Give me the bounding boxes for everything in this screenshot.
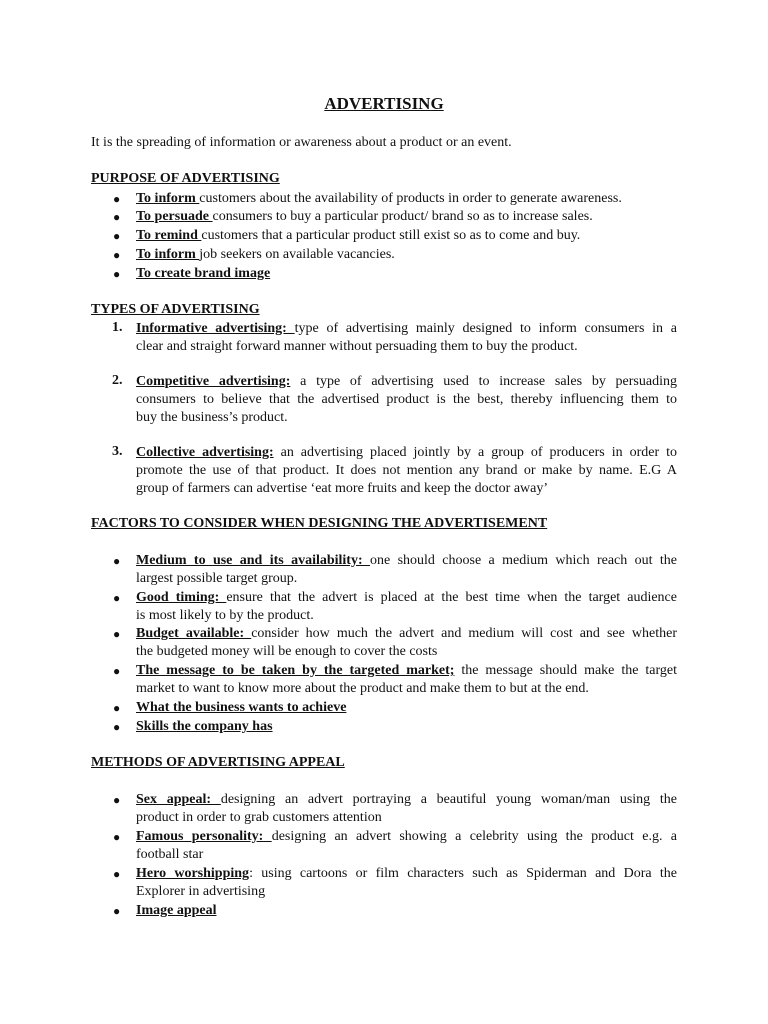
appeal-item-line (136, 902, 677, 921)
factor-item-line: market to want to know more about the product and make them to but at the end. (136, 681, 589, 696)
bullet-glyph: ● (113, 554, 121, 568)
appeal-text: designing an advert portraying a beautiful young woman/man using the (220, 792, 677, 807)
bullet-glyph: ● (113, 210, 121, 224)
factor-term: The message to be taken by the targeted market; (136, 663, 455, 678)
factor-text: ensure that the advert is placed at the best time when the target audience (226, 590, 677, 605)
section-heading-purpose: PURPOSE OF ADVERTISING (91, 171, 280, 186)
factor-item-line: is most likely to by the product. (136, 608, 314, 623)
factor-item-line: largest possible target group. (136, 571, 298, 586)
intro-paragraph: It is the spreading of information or awareness about a product or an event. (91, 135, 512, 150)
appeal-item-line (136, 791, 677, 810)
type-item-line (136, 373, 677, 392)
appeal-item-line: Explorer in advertising (136, 884, 266, 899)
factor-item-line (136, 589, 677, 608)
purpose-item (136, 208, 677, 227)
purpose-text: job seekers on available vacancies. (199, 247, 395, 262)
type-text: a type of advertising used to increase sales by persuading (290, 374, 677, 389)
purpose-item (136, 246, 677, 265)
type-text: type of advertising mainly designed to inform consumers in a (294, 321, 678, 336)
factor-item-line (136, 662, 677, 681)
appeal-item-line (136, 828, 677, 847)
bullet-glyph: ● (113, 867, 121, 881)
bullet-glyph: ● (113, 192, 121, 206)
type-term: Informative advertising: (136, 321, 295, 336)
factor-item-line (136, 718, 677, 737)
purpose-term: To inform (136, 191, 200, 206)
type-term: Competitive advertising: (136, 374, 291, 389)
type-item-line (136, 320, 677, 339)
list-number: 1. (112, 320, 123, 335)
appeal-term: Sex appeal: (136, 792, 221, 807)
bullet-glyph: ● (113, 248, 121, 262)
factor-text: the message should make the target (454, 663, 678, 678)
bullet-glyph: ● (113, 793, 121, 807)
factor-item-line (136, 699, 677, 718)
appeal-item-line: football star (136, 847, 204, 862)
appeal-item-line (136, 865, 677, 884)
bullet-glyph: ● (113, 229, 121, 243)
appeal-text: : using cartoons or film characters such as Spiderman and Dora the (249, 866, 677, 881)
bullet-glyph: ● (113, 591, 121, 605)
factor-term: Skills the company has (136, 719, 273, 734)
appeal-term: Famous personality: (136, 829, 272, 844)
section-heading-types: TYPES OF ADVERTISING (91, 302, 260, 317)
document-title: ADVERTISING (324, 94, 444, 113)
purpose-text: consumers to buy a particular product/ brand so as to increase sales. (212, 209, 593, 224)
factor-item-line (136, 625, 677, 644)
bullet-glyph: ● (113, 267, 121, 281)
appeal-text: designing an advert showing a celebrity using the product e.g. a (271, 829, 678, 844)
section-heading-factors: FACTORS TO CONSIDER WHEN DESIGNING THE ADVERTISEMENT (91, 516, 548, 531)
type-item-line (136, 444, 677, 463)
purpose-item (136, 265, 677, 284)
purpose-item (136, 227, 677, 246)
purpose-term: To create brand image (136, 266, 271, 281)
type-term: Collective advertising: (136, 445, 274, 460)
factor-item-line: the budgeted money will be enough to cover the costs (136, 644, 438, 659)
type-item-line: clear and straight forward manner without persuading them to buy the product. (136, 339, 578, 354)
bullet-glyph: ● (113, 627, 121, 641)
type-item-line: buy the business’s product. (136, 410, 288, 425)
purpose-item (136, 190, 677, 209)
type-item-line: consumers to believe that the advertised product is the best, thereby influencing them to (136, 392, 677, 407)
appeal-term: Image appeal (136, 903, 217, 918)
purpose-term: To inform (136, 247, 200, 262)
factor-item-line (136, 552, 677, 571)
list-number: 3. (112, 444, 123, 459)
factor-term: What the business wants to achieve (136, 700, 347, 715)
appeal-term: Hero worshipping (136, 866, 250, 881)
bullet-glyph: ● (113, 720, 121, 734)
purpose-term: To remind (136, 228, 202, 243)
purpose-text: customers that a particular product still exist so as to come and buy. (201, 228, 581, 243)
type-item-line: group of farmers can advertise ‘eat more fruits and keep the doctor away’ (136, 481, 549, 496)
type-item-line: promote the use of that product. It does not mention any brand or make by name. E.G A (136, 463, 677, 478)
bullet-glyph: ● (113, 701, 121, 715)
bullet-glyph: ● (113, 830, 121, 844)
purpose-term: To persuade (136, 209, 213, 224)
type-text: an advertising placed jointly by a group of producers in order to (273, 445, 677, 460)
factor-text: one should choose a medium which reach out the (370, 553, 677, 568)
factor-term: Budget available: (136, 626, 252, 641)
bullet-glyph: ● (113, 904, 121, 918)
factor-text: consider how much the advert and medium will cost and see whether (251, 626, 677, 641)
factor-term: Good timing: (136, 590, 227, 605)
appeal-item-line: product in order to grab customers attention (136, 810, 382, 825)
section-heading-appeal: METHODS OF ADVERTISING APPEAL (91, 755, 345, 770)
list-number: 2. (112, 373, 123, 388)
purpose-text: customers about the availability of products in order to generate awareness. (199, 191, 622, 206)
bullet-glyph: ● (113, 664, 121, 678)
factor-term: Medium to use and its availability: (136, 553, 371, 568)
